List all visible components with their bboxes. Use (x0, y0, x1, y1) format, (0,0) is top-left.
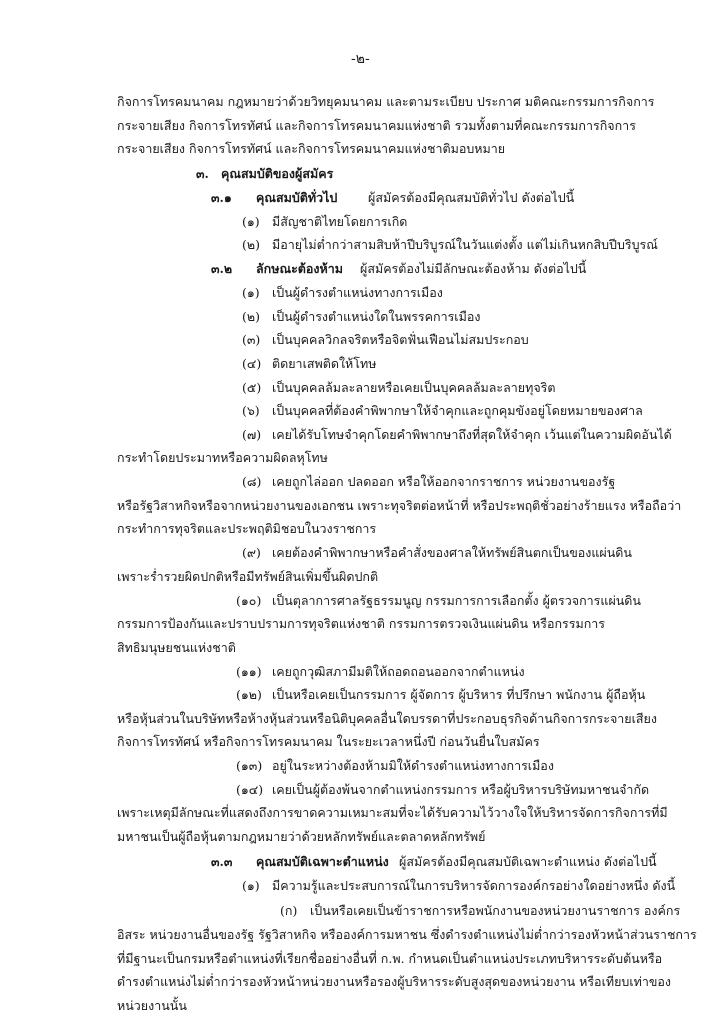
prohibited-item-8-line-3: กระทำการทุจริตและประพฤติมิชอบในวงราชการ (117, 521, 377, 536)
prohibited-item-8-num: (๘) (242, 474, 262, 489)
prohibited-item-7-line-2: กระทำโดยประมาทหรือความผิดลหุโทษ (117, 450, 328, 465)
section-3-2-title: ลักษณะต้องห้าม (256, 261, 344, 276)
prohibited-item-12-line-1: เป็นหรือเคยเป็นกรรมการ ผู้จัดการ ผู้บริหาร ที่ปรึกษา พนักงาน ผู้ถือหุ้น (272, 687, 646, 702)
prohibited-item-7-line-1: เคยได้รับโทษจำคุกโดยคำพิพากษาถึงที่สุดให้จำคุก เว้นแต่ในความผิดอันได้ (272, 427, 672, 442)
prohibited-item-7-num: (๗) (242, 427, 262, 442)
general-item-1-text: มีสัญชาติไทยโดยการเกิด (272, 214, 408, 229)
prohibited-item-6-text: เป็นบุคคลที่ต้องคำพิพากษาให้จำคุกและถูกคุมขังอยู่โดยหมายของศาล (272, 403, 643, 418)
prohibited-item-3-num: (๓) (242, 332, 261, 347)
prohibited-item-10-num: (๑๐) (236, 593, 262, 608)
general-item-2-text: มีอายุไม่ต่ำกว่าสามสิบห้าปีบริบูรณ์ในวันแต่งตั้ง แต่ไม่เกินหกสิบปีบริบูรณ์ (272, 237, 658, 252)
specific-sub-a-line-2: อิสระ หน่วยงานอื่นของรัฐ รัฐวิสาหกิจ หรือองค์การมหาชน ซึ่งดำรงตำแหน่งไม่ต่ำกว่ารองหัวหน้าส่วนราชการ (117, 927, 697, 942)
section-3-3-title: คุณสมบัติเฉพาะตำแหน่ง (256, 854, 389, 869)
general-item-2-num: (๒) (242, 237, 260, 252)
prohibited-item-10-line-3: สิทธิมนุษยชนแห่งชาติ (117, 640, 236, 655)
prohibited-item-1-text: เป็นผู้ดำรงตำแหน่งทางการเมือง (272, 285, 443, 300)
page-number: -๒- (351, 51, 370, 67)
prohibited-item-9-line-1: เคยต้องคำพิพากษาหรือคำสั่งของศาลให้ทรัพย์สินตกเป็นของแผ่นดิน (272, 545, 632, 560)
prohibited-item-11-num: (๑๑) (236, 664, 262, 679)
prohibited-item-5-num: (๕) (242, 380, 262, 395)
intro-line-2: กระจายเสียง กิจการโทรทัศน์ และกิจการโทรคมนาคมแห่งชาติ รวมทั้งตามที่คณะกรรมการกิจการ (117, 118, 636, 133)
section-3-number: ๓. (196, 166, 209, 181)
prohibited-item-12-line-3: กิจการโทรทัศน์ หรือกิจการโทรคมนาคม ในระยะเวลาหนึ่งปี ก่อนวันยื่นใบสมัคร (117, 734, 540, 749)
section-3-2-number: ๓.๒ (211, 261, 233, 276)
section-3-2-intro: ผู้สมัครต้องไม่มีลักษณะต้องห้าม ดังต่อไปนี้ (360, 261, 587, 276)
prohibited-item-10-line-1: เป็นตุลาการศาลรัฐธรรมนูญ กรรมการการเลือกตั้ง ผู้ตรวจการแผ่นดิน (272, 593, 641, 608)
prohibited-item-9-line-2: เพราะร่ำรวยผิดปกติหรือมีทรัพย์สินเพิ่มขึ้นผิดปกติ (117, 569, 379, 584)
prohibited-item-3-text: เป็นบุคคลวิกลจริตหรือจิตฟั่นเฟือนไม่สมประกอบ (272, 332, 529, 347)
specific-item-1-text: มีความรู้และประสบการณ์ในการบริหารจัดการองค์กรอย่างใดอย่างหนึ่ง ดังนี้ (272, 878, 676, 893)
section-3-3-intro: ผู้สมัครต้องมีคุณสมบัติเฉพาะตำแหน่ง ดังต่อไปนี้ (399, 854, 657, 869)
prohibited-item-5-text: เป็นบุคคลล้มละลายหรือเคยเป็นบุคคลล้มละลายทุจริต (272, 380, 556, 395)
specific-sub-a-line-1: เป็นหรือเคยเป็นข้าราชการหรือพนักงานของหน่วยงานราชการ องค์กร (310, 903, 681, 918)
specific-sub-a-line-3: ที่มีฐานะเป็นกรมหรือตำแหน่งที่เรียกชื่ออย่างอื่นที่ ก.พ. กำหนดเป็นตำแหน่งประเภทบริหารระดับต้นหรือ (117, 951, 663, 966)
prohibited-item-4-num: (๔) (242, 356, 262, 371)
specific-sub-a-line-5: หน่วยงานนั้น (117, 998, 187, 1013)
prohibited-item-10-line-2: กรรมการป้องกันและปราบปรามการทุจริตแห่งชาติ กรรมการตรวจเงินแผ่นดิน หรือกรรมการ (117, 616, 606, 631)
prohibited-item-8-line-1: เคยถูกไล่ออก ปลดออก หรือให้ออกจากราชการ หน่วยงานของรัฐ (272, 474, 616, 489)
prohibited-item-14-line-1: เคยเป็นผู้ต้องพ้นจากตำแหน่งกรรมการ หรือผู้บริหารบริษัทมหาชนจำกัด (272, 782, 650, 797)
section-3-1-title: คุณสมบัติทั่วไป (256, 190, 338, 205)
section-3-3-number: ๓.๓ (211, 854, 233, 869)
section-3-1-intro: ผู้สมัครต้องมีคุณสมบัติทั่วไป ดังต่อไปนี้ (368, 190, 575, 205)
prohibited-item-12-line-2: หรือหุ้นส่วนในบริษัทหรือห้างหุ้นส่วนหรือนิติบุคคลอื่นใดบรรดาที่ประกอบธุรกิจด้านกิจการกระจายเสียง (117, 711, 657, 726)
prohibited-item-6-num: (๖) (242, 403, 260, 418)
prohibited-item-11-text: เคยถูกวุฒิสภามีมติให้ถอดถอนออกจากตำแหน่ง (272, 664, 525, 679)
prohibited-item-1-num: (๑) (242, 285, 260, 300)
intro-line-1: กิจการโทรคมนาคม กฎหมายว่าด้วยวิทยุคมนาคม และตามระเบียบ ประกาศ มติคณะกรรมการกิจการ (117, 94, 655, 109)
prohibited-item-2-text: เป็นผู้ดำรงตำแหน่งใดในพรรคการเมือง (272, 309, 481, 324)
prohibited-item-2-num: (๒) (242, 309, 260, 324)
specific-sub-a-line-4: ดำรงตำแหน่งไม่ต่ำกว่ารองหัวหน้าหน่วยงานหรือรองผู้บริหารระดับสูงสุดของหน่วยงาน หรือเทียบเท่าของ (117, 974, 672, 989)
prohibited-item-8-line-2: หรือรัฐวิสาหกิจหรือจากหน่วยงานของเอกชน เพราะทุจริตต่อหน้าที่ หรือประพฤติชั่วอย่างร้ายแรง หรือถือว่า (117, 498, 682, 513)
prohibited-item-14-line-2: เพราะเหตุมีลักษณะที่แสดงถึงการขาดความเหมาะสมที่จะได้รับความไว้วางใจให้บริหารจัดการกิจการที่มี (117, 805, 668, 820)
prohibited-item-9-num: (๙) (242, 545, 261, 560)
prohibited-item-13-num: (๑๓) (236, 758, 263, 773)
prohibited-item-13-text: อยู่ในระหว่างต้องห้ามมิให้ดำรงตำแหน่งทางการเมือง (272, 758, 554, 773)
prohibited-item-12-num: (๑๒) (236, 687, 262, 702)
specific-item-1-num: (๑) (242, 878, 260, 893)
section-3-1-number: ๓.๑ (211, 190, 232, 205)
prohibited-item-4-text: ติดยาเสพติดให้โทษ (272, 356, 377, 371)
prohibited-item-14-num: (๑๔) (236, 782, 264, 797)
prohibited-item-14-line-3: มหาชนเป็นผู้ถือหุ้นตามกฎหมายว่าด้วยหลักทรัพย์และตลาดหลักทรัพย์ (117, 829, 486, 844)
intro-line-3: กระจายเสียง กิจการโทรทัศน์ และกิจการโทรคมนาคมแห่งชาติมอบหมาย (117, 141, 506, 156)
general-item-1-num: (๑) (242, 214, 260, 229)
section-3-title: คุณสมบัติของผู้สมัคร (221, 166, 334, 181)
specific-sub-a-num: (ก) (280, 903, 298, 918)
